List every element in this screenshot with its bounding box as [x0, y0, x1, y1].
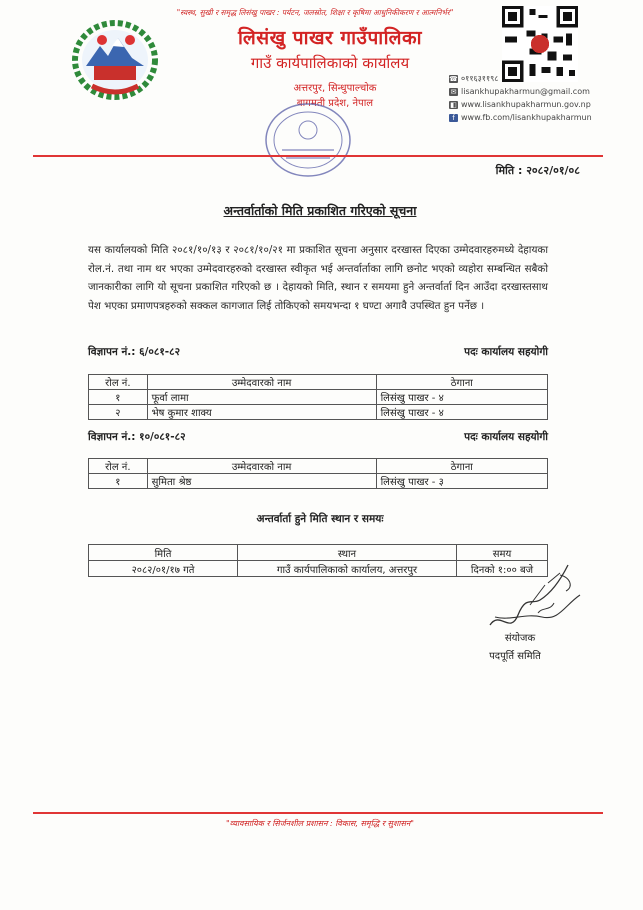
contact-website-text[interactable]: www.lisankhupakharmun.gov.np — [461, 100, 591, 109]
name-cell: फूर्वा लामा — [147, 390, 376, 405]
candidate-table-1 — [88, 374, 548, 420]
phone-icon: ☎ — [449, 74, 458, 83]
table-header-row — [89, 375, 548, 390]
schedule-time-cell: दिनको १:०० बजे — [457, 561, 548, 577]
header-slogan: "स्वस्थ, सुखी र समृद्ध लिसंखु पाखर : पर्यटन, जलस्रोत, शिक्षा र कृषिमा आधुनिकीकरण र आत्मनिर्भर" — [176, 8, 454, 17]
contact-phone-text: ०११६३११९८ — [461, 74, 499, 83]
advertisement-1-header — [88, 345, 548, 359]
advertisement-1-number: विज्ञापन नं.: ६/०८१-८२ — [88, 346, 181, 358]
contact-website[interactable] — [449, 98, 599, 111]
column-header-address: ठेगाना — [376, 459, 547, 474]
table-header-row — [89, 459, 548, 474]
municipality-title: लिसंखु पाखर गाउँपालिका — [237, 27, 422, 49]
signatory-role: संयोजक — [504, 633, 536, 644]
name-cell: भेष कुमार शाक्य — [147, 405, 376, 420]
email-icon: ✉ — [450, 87, 457, 96]
roll-cell: १ — [89, 390, 148, 405]
contact-facebook-text[interactable]: www.fb.com/lisankhupakharmun — [461, 113, 592, 122]
column-header-roll: रोल नं. — [89, 375, 148, 390]
table-row — [89, 405, 548, 420]
schedule-venue-cell: गाउँ कार्यपालिकाको कार्यालय, अत्तरपुर — [238, 561, 457, 577]
office-subtitle: गाउँ कार्यपालिकाको कार्यालय — [250, 54, 410, 72]
advertisement-2-header — [88, 430, 548, 444]
address-cell: लिसंखु पाखर - ४ — [376, 405, 547, 420]
candidate-table-2 — [88, 458, 548, 489]
name-cell: सुमिता श्रेष्ठ — [147, 474, 376, 489]
table-row — [89, 474, 548, 489]
roll-cell: १ — [89, 474, 148, 489]
advertisement-2-number: विज्ञापन नं.: १०/०८१-८२ — [88, 431, 186, 443]
contact-email[interactable] — [449, 85, 599, 98]
header-divider — [33, 155, 603, 157]
contact-facebook[interactable] — [449, 111, 599, 124]
contact-email-text[interactable]: lisankhupakharmun@gmail.com — [461, 87, 590, 96]
schedule-title: अन्तर्वार्ता हुने मिति स्थान र समयः — [256, 513, 384, 525]
schedule-date-cell: २०८२/०१/१७ गते — [89, 561, 238, 577]
column-header-venue: स्थान — [238, 545, 457, 561]
column-header-roll: रोल नं. — [89, 459, 148, 474]
address-cell: लिसंखु पाखर - ४ — [376, 390, 547, 405]
office-seal-stamp — [262, 100, 354, 180]
address-line-2: बागमती प्रदेश, नेपाल — [296, 98, 374, 109]
qr-code-icon — [502, 6, 578, 82]
column-header-name: उम्मेदवारको नाम — [147, 459, 376, 474]
contact-phone — [449, 72, 599, 85]
notice-date: मिति : २०८२/०१/०८ — [495, 164, 580, 177]
address-line-1: अत्तरपुर, सिन्धुपाल्चोक — [293, 83, 377, 94]
column-header-time: समय — [457, 545, 548, 561]
web-icon: ◧ — [450, 100, 457, 109]
column-header-name: उम्मेदवारको नाम — [147, 375, 376, 390]
facebook-icon: f — [449, 114, 458, 122]
notice-title: अन्तर्वार्ताको मिति प्रकाशित गरिएको सूचना — [223, 203, 417, 218]
address-cell: लिसंखु पाखर - ३ — [376, 474, 547, 489]
column-header-address: ठेगाना — [376, 375, 547, 390]
footer-divider — [33, 812, 603, 814]
table-row — [89, 390, 548, 405]
advertisement-1-post: पदः कार्यालय सहयोगी — [464, 346, 548, 358]
contact-list — [449, 72, 599, 124]
roll-cell: २ — [89, 405, 148, 420]
advertisement-2-post: पदः कार्यालय सहयोगी — [464, 431, 548, 443]
notice-body: यस कार्यालयको मिति २०८१/१०/१३ र २०८१/१०/२१ मा प्रकाशित सूचना अनुसार दरखास्त दिएका उम्मेदवारहरुमध्ये देहायका रोल.नं. तथा नाम थर भएका उम्मेदवारहरुको दरखास्त स्वीकृत भई अन्तर्वार्ताका लागि छनोट भएको व्यहोरा सम्बन्धित सबैको जानकारीका लागि यो सूचना प्रकाशित गरिएको छ । देहायको मिति, स्थान र समयमा हुने अन्तर्वार्ता दिन आउँदा दरखास्तसाथ पेश भएका प्रमाणपत्रहरुको सक्कल कागजात लिई तोकिएको समयभन्दा १ घण्टा अगावै उपस्थित हुन पर्नेछ । — [88, 244, 548, 312]
column-header-date: मिति — [89, 545, 238, 561]
footer-slogan: "व्यावसायिक र सिर्जनशील प्रशासन : विकास, समृद्धि र सुशासन" — [226, 819, 414, 828]
signatory-committee: पदपूर्ति समिति — [489, 651, 541, 662]
municipality-emblem-icon — [72, 20, 158, 100]
